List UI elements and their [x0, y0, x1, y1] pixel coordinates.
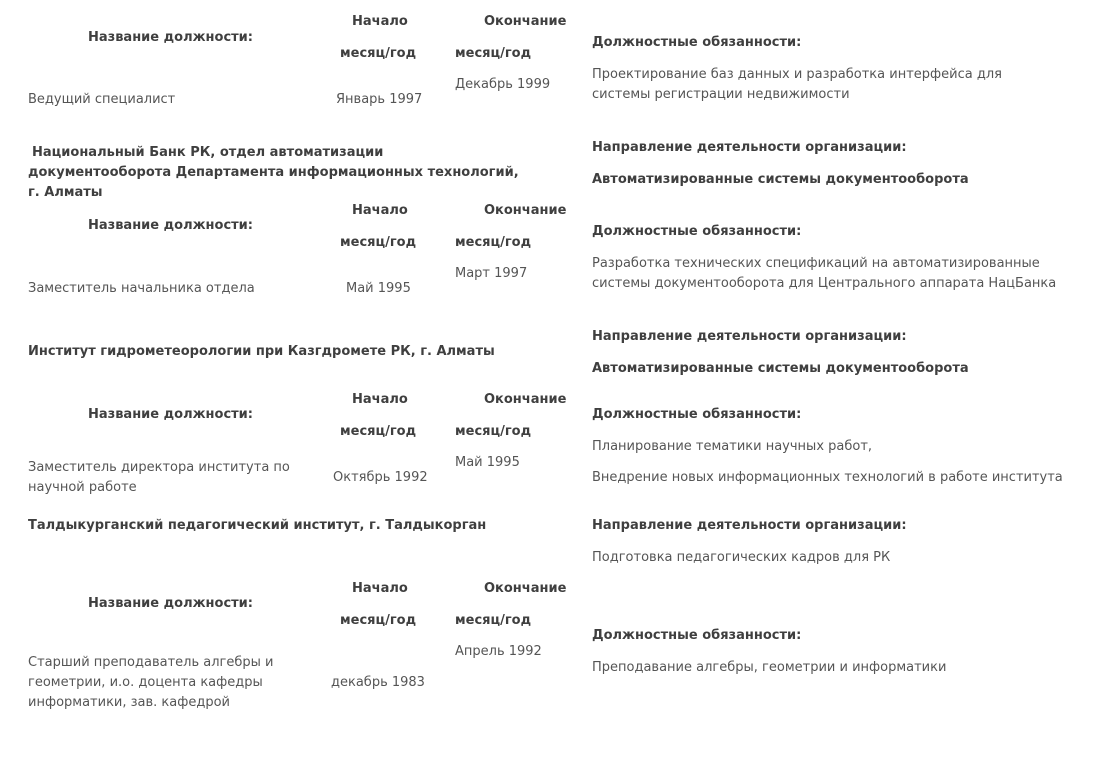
start-date: Январь 1997: [336, 92, 423, 107]
end-header: Окончание: [484, 14, 567, 29]
org-direction-header: Направление деятельности организации:: [592, 140, 907, 155]
duties-text: Планирование тематики научных работ,: [592, 439, 873, 454]
end-date: Март 1997: [455, 266, 528, 281]
position-title: Ведущий специалист: [28, 92, 176, 107]
org-direction-text: Автоматизированные системы документооборота: [592, 172, 969, 187]
start-header: Начало: [352, 392, 408, 407]
duties-header: Должностные обязанности:: [592, 407, 802, 422]
duties-text: Внедрение новых информационных технологий в работе института: [592, 470, 1063, 485]
start-month-year-header: месяц/год: [340, 235, 417, 250]
end-header: Окончание: [484, 392, 567, 407]
end-month-year-header: месяц/год: [455, 46, 532, 61]
org-direction-text: Автоматизированные системы документооборота: [592, 361, 969, 376]
start-month-year-header: месяц/год: [340, 46, 417, 61]
end-date: Май 1995: [455, 455, 520, 470]
duties-header: Должностные обязанности:: [592, 35, 802, 50]
end-header: Окончание: [484, 581, 567, 596]
position-title: Заместитель директора института по научной работе: [28, 460, 290, 495]
start-date: Май 1995: [346, 281, 411, 296]
end-date: Декабрь 1999: [455, 77, 551, 92]
start-header: Начало: [352, 581, 408, 596]
position-header: Название должности:: [88, 596, 253, 611]
duties-header: Должностные обязанности:: [592, 628, 802, 643]
start-date: декабрь 1983: [331, 675, 425, 690]
end-month-year-header: месяц/год: [455, 235, 532, 250]
position-header: Название должности:: [88, 218, 253, 233]
organization-name: Институт гидрометеорологии при Казгдромете РК, г. Алматы: [28, 344, 495, 359]
organization-name: Талдыкурганский педагогический институт, г. Талдыкорган: [28, 518, 487, 533]
position-title: Заместитель начальника отдела: [28, 281, 255, 296]
org-direction-header: Направление деятельности организации:: [592, 518, 907, 533]
end-month-year-header: месяц/год: [455, 613, 532, 628]
start-date: Октябрь 1992: [333, 470, 428, 485]
org-direction-text: Подготовка педагогических кадров для РК: [592, 550, 891, 565]
end-header: Окончание: [484, 203, 567, 218]
duties-text: Разработка технических спецификаций на автоматизированные системы документооборота для Центрального аппарата НацБанка: [592, 256, 1057, 291]
position-title: Старший преподаватель алгебры и геометрии, и.о. доцента кафедры информатики, зав. кафедрой: [28, 655, 274, 710]
duties-header: Должностные обязанности:: [592, 224, 802, 239]
org-direction-header: Направление деятельности организации:: [592, 329, 907, 344]
position-header: Название должности:: [88, 30, 253, 45]
duties-text: Проектирование баз данных и разработка интерфейса для системы регистрации недвижимости: [592, 67, 1002, 102]
organization-name: Национальный Банк РК, отдел автоматизации документооборота Департамента информационных технологий, г. Алматы: [28, 145, 519, 200]
start-header: Начало: [352, 203, 408, 218]
position-header: Название должности:: [88, 407, 253, 422]
end-month-year-header: месяц/год: [455, 424, 532, 439]
start-month-year-header: месяц/год: [340, 613, 417, 628]
end-date: Апрель 1992: [455, 644, 542, 659]
start-month-year-header: месяц/год: [340, 424, 417, 439]
start-header: Начало: [352, 14, 408, 29]
duties-text: Преподавание алгебры, геометрии и информатики: [592, 660, 947, 675]
